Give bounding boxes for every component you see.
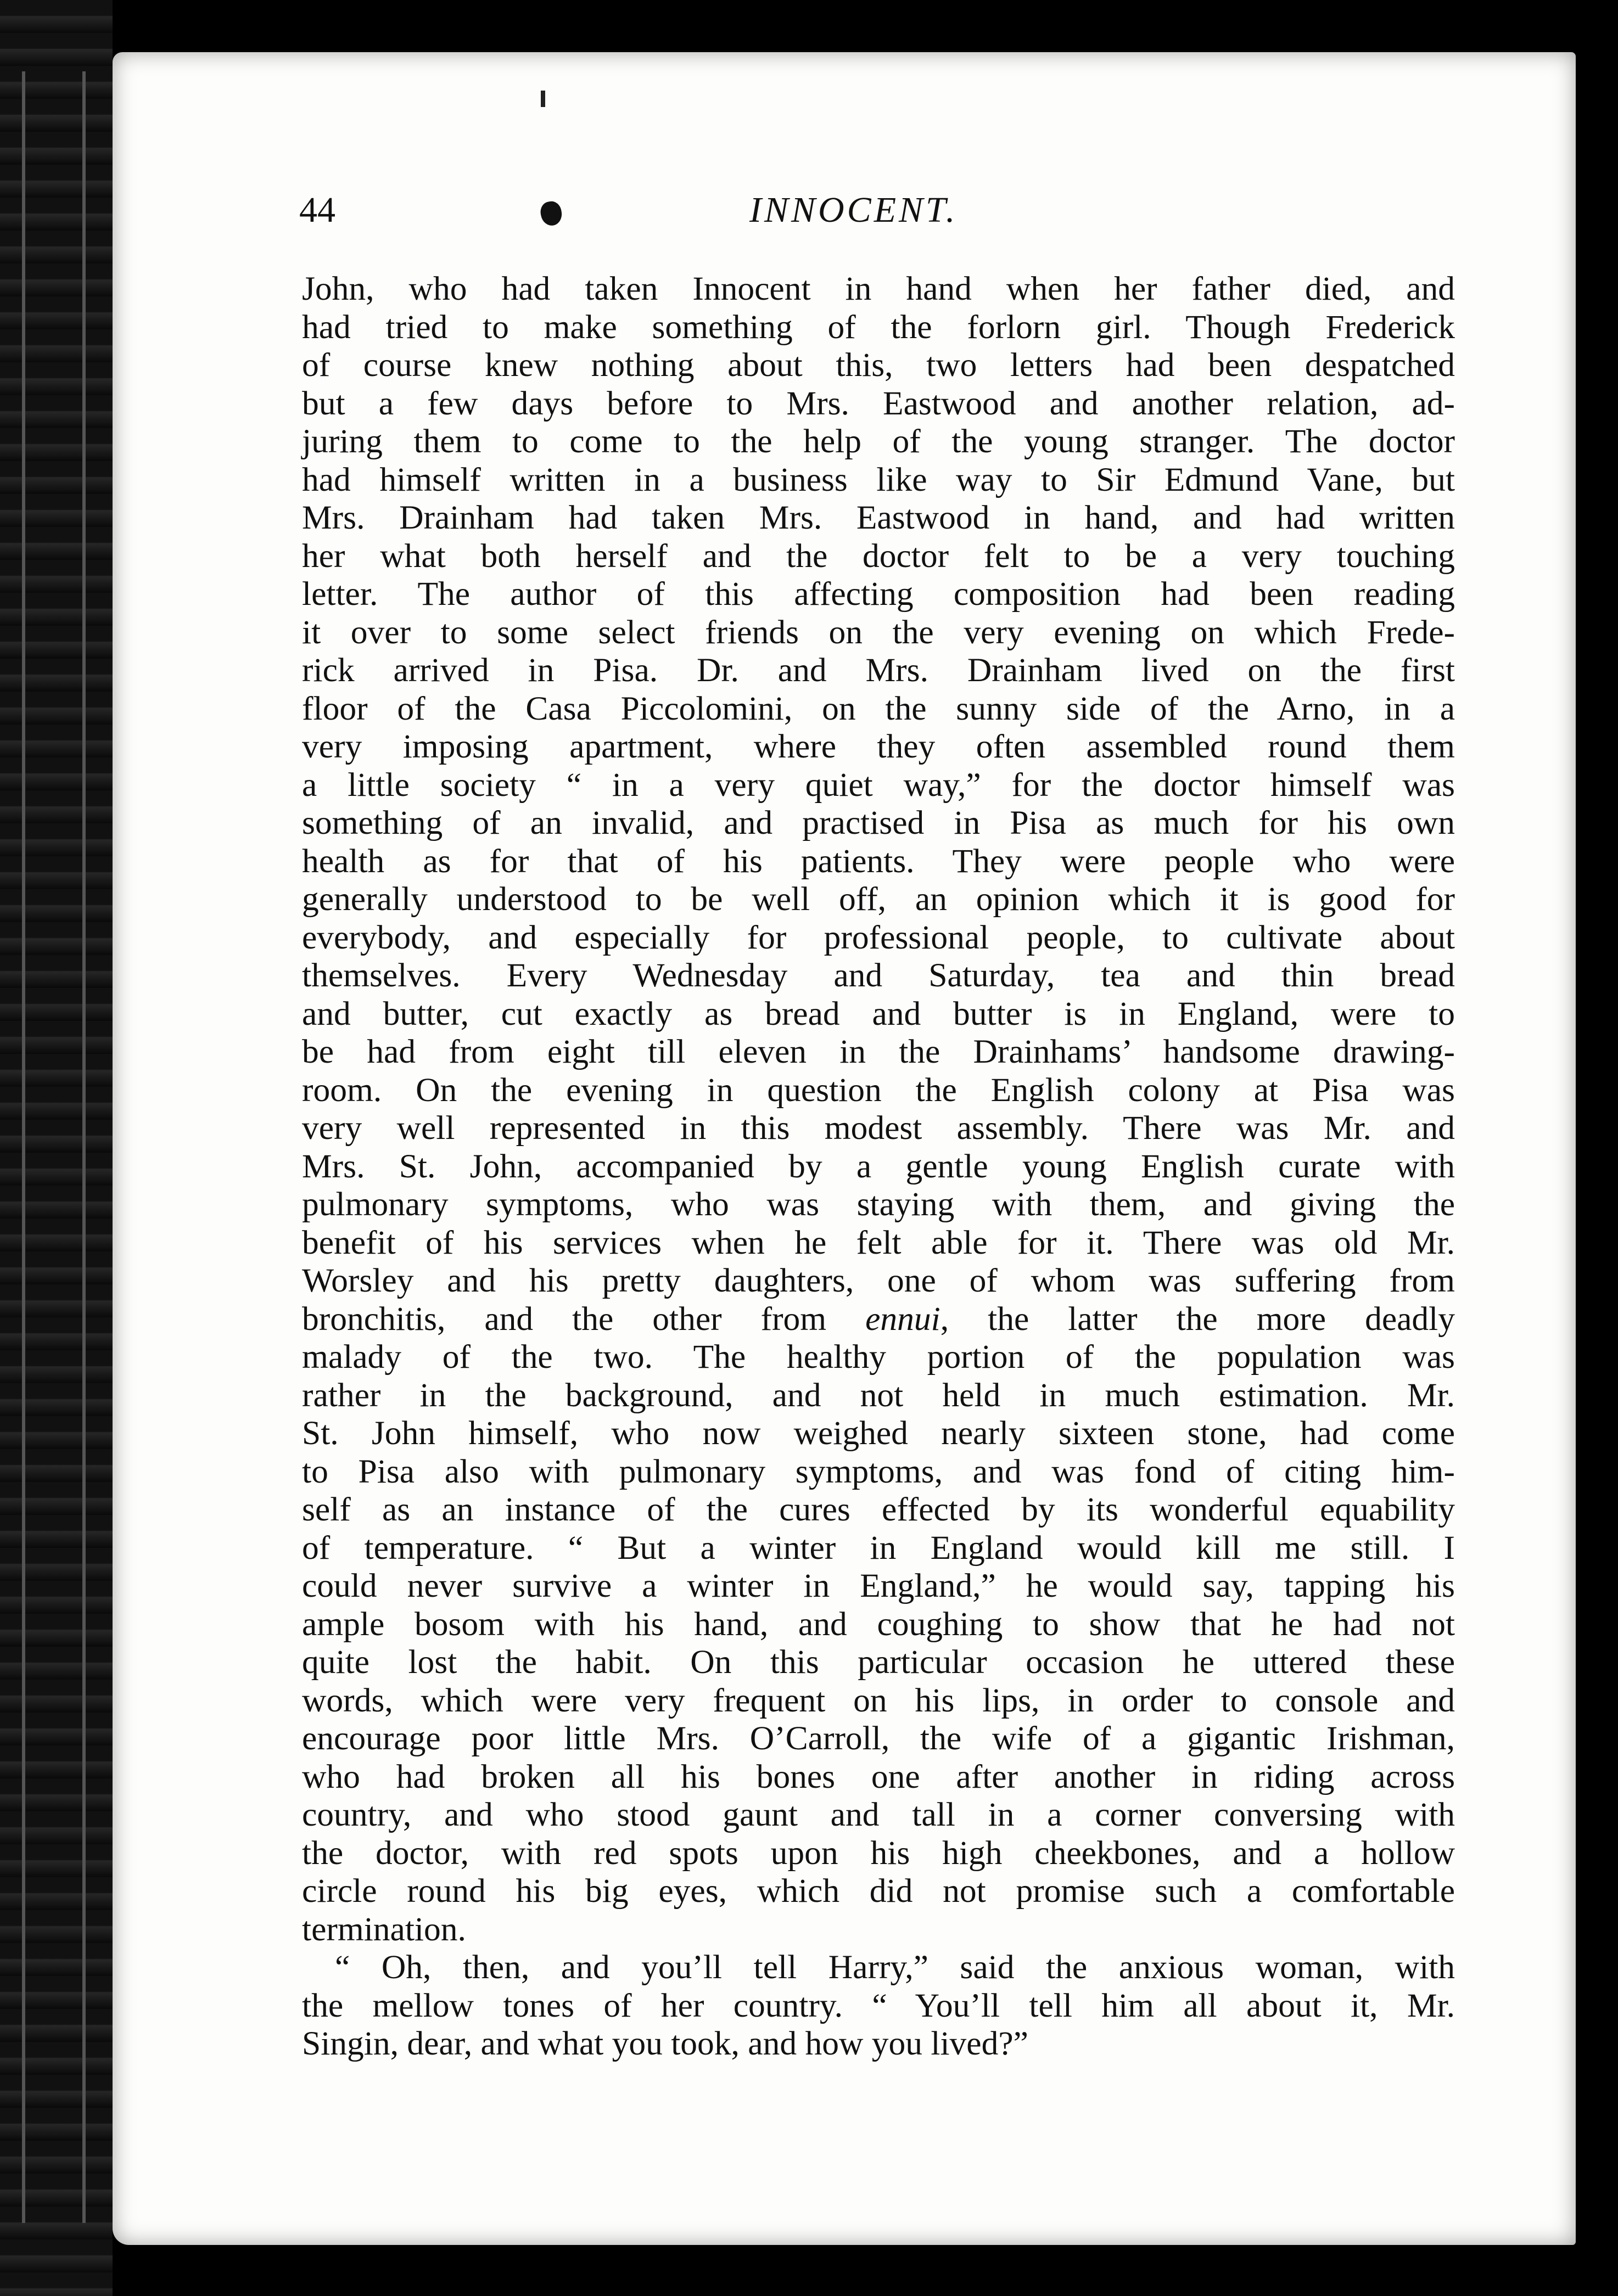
text-line: bronchitis, and the other from ennui, the latter the more deadly bbox=[302, 1300, 1455, 1338]
text-line: encourage poor little Mrs. O’Carroll, the wife of a gigantic Irishman, bbox=[302, 1720, 1455, 1757]
text-line: self as an instance of the cures effected by its wonderful equability bbox=[302, 1491, 1455, 1528]
text-line: juring them to come to the help of the young stranger. The doctor bbox=[302, 423, 1455, 460]
binding-line bbox=[22, 71, 25, 2223]
text-line: had himself written in a business like way to Sir Edmund Vane, but bbox=[302, 461, 1455, 498]
text-line: her what both herself and the doctor felt to be a very touching bbox=[302, 537, 1455, 575]
text-line: letter. The author of this affecting composition had been reading bbox=[302, 575, 1455, 613]
text-line: John, who had taken Innocent in hand when her father died, and bbox=[302, 270, 1455, 307]
text-line: the mellow tones of her country. “ You’ll tell him all about it, Mr. bbox=[302, 1986, 1455, 2024]
text-line: St. John himself, who now weighed nearly sixteen stone, had come bbox=[302, 1414, 1455, 1452]
text-line: be had from eight till eleven in the Drainhams’ handsome drawing- bbox=[302, 1033, 1455, 1070]
ornament-icon bbox=[539, 200, 563, 227]
text-line: very well represented in this modest assembly. There was Mr. and bbox=[302, 1109, 1455, 1147]
text-line: words, which were very frequent on his lips, in order to console and bbox=[302, 1681, 1455, 1719]
page-header bbox=[299, 189, 1474, 239]
text-line: to Pisa also with pulmonary symptoms, and was fond of citing him- bbox=[302, 1452, 1455, 1490]
text-line: could never survive a winter in England,” he would say, tapping his bbox=[302, 1567, 1455, 1604]
text-line: a little society “ in a very quiet way,” for the doctor himself was bbox=[302, 766, 1455, 804]
text-line: who had broken all his bones one after another in riding across bbox=[302, 1758, 1455, 1795]
text-line: pulmonary symptoms, who was staying with them, and giving the bbox=[302, 1186, 1455, 1223]
text-line: but a few days before to Mrs. Eastwood and another relation, ad- bbox=[302, 384, 1455, 422]
text-line: something of an invalid, and practised in Pisa as much for his own bbox=[302, 804, 1455, 841]
text-line: benefit of his services when he felt able for it. There was old Mr. bbox=[302, 1223, 1455, 1261]
text-line: and butter, cut exactly as bread and butter is in England, were to bbox=[302, 995, 1455, 1032]
text-line: very imposing apartment, where they often assembled round them bbox=[302, 728, 1455, 765]
text-line: the doctor, with red spots upon his high cheekbones, and a hollow bbox=[302, 1834, 1455, 1872]
text-line: Mrs. St. John, accompanied by a gentle young English curate with bbox=[302, 1147, 1455, 1185]
text-line: termination. bbox=[302, 1910, 466, 1948]
text-line: malady of the two. The healthy portion of the population was bbox=[302, 1338, 1455, 1376]
text-line: had tried to make something of the forlorn girl. Though Frederick bbox=[302, 308, 1455, 346]
running-title: INNOCENT. bbox=[749, 190, 958, 230]
body-text bbox=[302, 270, 1455, 2063]
text-line: Worsley and his pretty daughters, one of whom was suffering from bbox=[302, 1262, 1455, 1299]
text-line: rick arrived in Pisa. Dr. and Mrs. Drainham lived on the first bbox=[302, 652, 1455, 689]
text-line: everybody, and especially for professional people, to cultivate about bbox=[302, 918, 1455, 956]
text-line: it over to some select friends on the very evening on which Frede- bbox=[302, 613, 1455, 651]
text-line: floor of the Casa Piccolomini, on the sunny side of the Arno, in a bbox=[302, 689, 1455, 727]
page-number: 44 bbox=[299, 190, 335, 230]
binding-line bbox=[82, 71, 86, 2223]
text-line: Singin, dear, and what you took, and how you lived?” bbox=[302, 2025, 1028, 2062]
text-line: country, and who stood gaunt and tall in a corner conversing with bbox=[302, 1796, 1455, 1833]
text-line: of temperature. “ But a winter in England would kill me still. I bbox=[302, 1529, 1455, 1567]
text-line: ample bosom with his hand, and coughing to show that he had not bbox=[302, 1605, 1455, 1643]
book-binding-edge bbox=[0, 0, 113, 2296]
text-line: room. On the evening in question the English colony at Pisa was bbox=[302, 1071, 1455, 1109]
text-line: circle round his big eyes, which did not promise such a comfortable bbox=[302, 1872, 1455, 1910]
text-line: themselves. Every Wednesday and Saturday, tea and thin bread bbox=[302, 957, 1455, 994]
text-line: “ Oh, then, and you’ll tell Harry,” said the anxious woman, with bbox=[335, 1949, 1455, 1986]
text-line: rather in the background, and not held in much estimation. Mr. bbox=[302, 1376, 1455, 1414]
speck bbox=[541, 91, 545, 107]
text-line: quite lost the habit. On this particular occasion he uttered these bbox=[302, 1643, 1455, 1681]
text-line: Mrs. Drainham had taken Mrs. Eastwood in hand, and had written bbox=[302, 499, 1455, 536]
text-line: health as for that of his patients. They were people who were bbox=[302, 842, 1455, 880]
text-line: generally understood to be well off, an opinion which it is good for bbox=[302, 880, 1455, 918]
text-line: of course knew nothing about this, two letters had been despatched bbox=[302, 346, 1455, 384]
italic-word: ennui bbox=[865, 1300, 940, 1338]
